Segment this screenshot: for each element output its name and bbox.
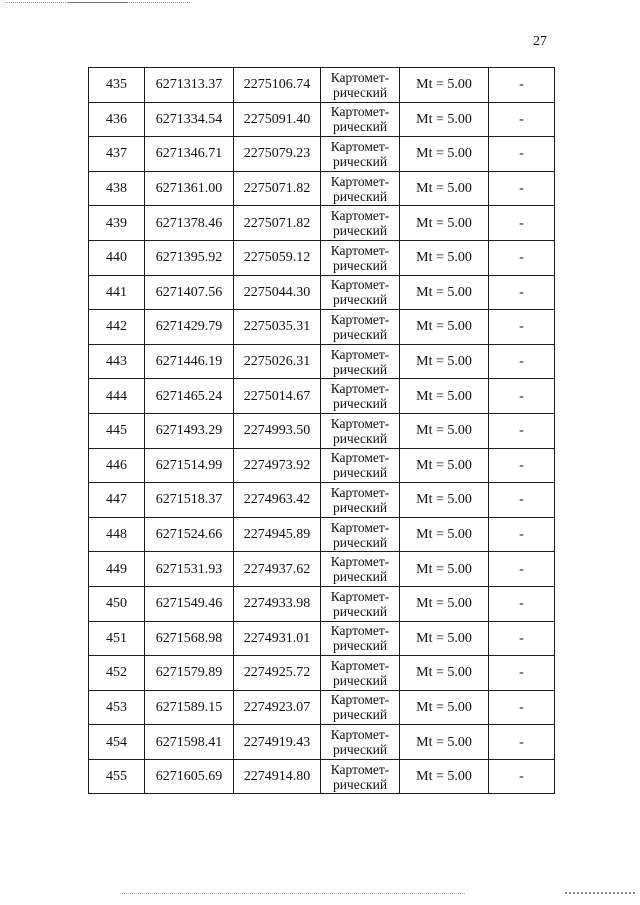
scan-artifact-top-mark — [68, 2, 128, 3]
x-coordinate-cell: 6271493.29 — [145, 413, 234, 448]
accuracy-cell: Mt = 5.00 — [400, 586, 489, 621]
x-coordinate-cell: 6271361.00 — [145, 171, 234, 206]
point-number-cell: 442 — [89, 310, 145, 345]
note-cell: - — [489, 690, 555, 725]
y-coordinate-cell: 2274919.43 — [234, 725, 321, 760]
y-coordinate-cell: 2274914.80 — [234, 759, 321, 794]
point-number-cell: 449 — [89, 552, 145, 587]
accuracy-cell: Mt = 5.00 — [400, 448, 489, 483]
page-number: 27 — [533, 34, 547, 49]
note-cell: - — [489, 171, 555, 206]
method-line-1: Картомет- — [330, 173, 390, 189]
method-line-1: Картомет- — [330, 104, 390, 120]
accuracy-cell: Mt = 5.00 — [400, 171, 489, 206]
y-coordinate-cell: 2274937.62 — [234, 552, 321, 587]
x-coordinate-cell: 6271429.79 — [145, 310, 234, 345]
x-coordinate-cell: 6271465.24 — [145, 379, 234, 414]
accuracy-cell: Mt = 5.00 — [400, 690, 489, 725]
accuracy-cell: Mt = 5.00 — [400, 206, 489, 241]
accuracy-cell: Mt = 5.00 — [400, 137, 489, 172]
note-cell: - — [489, 483, 555, 518]
x-coordinate-cell: 6271549.46 — [145, 586, 234, 621]
point-number-cell: 445 — [89, 413, 145, 448]
note-cell: - — [489, 68, 555, 103]
table-row — [89, 275, 555, 310]
method-cell — [321, 759, 400, 794]
point-number-cell: 435 — [89, 68, 145, 103]
method-line-1: Картомет- — [330, 69, 390, 85]
method-cell — [321, 517, 400, 552]
note-cell: - — [489, 102, 555, 137]
method-line-1: Картомет- — [330, 138, 390, 154]
note-cell: - — [489, 759, 555, 794]
table-row — [89, 102, 555, 137]
table-row — [89, 206, 555, 241]
scan-artifact-bottom — [120, 893, 465, 894]
y-coordinate-cell: 2275026.31 — [234, 344, 321, 379]
note-cell: - — [489, 621, 555, 656]
method-line-1: Картомет- — [330, 415, 390, 431]
method-cell — [321, 690, 400, 725]
method-line-1: Картомет- — [330, 692, 390, 708]
y-coordinate-cell: 2274925.72 — [234, 656, 321, 691]
point-number-cell: 444 — [89, 379, 145, 414]
table-row — [89, 171, 555, 206]
method-line-2: рический — [332, 707, 388, 723]
method-cell — [321, 621, 400, 656]
method-line-2: рический — [332, 292, 388, 308]
method-line-1: Картомет- — [330, 484, 390, 500]
note-cell: - — [489, 379, 555, 414]
method-line-1: Картомет- — [330, 554, 390, 570]
method-line-2: рический — [332, 326, 388, 342]
x-coordinate-cell: 6271568.98 — [145, 621, 234, 656]
point-number-cell: 447 — [89, 483, 145, 518]
x-coordinate-cell: 6271518.37 — [145, 483, 234, 518]
y-coordinate-cell: 2275079.23 — [234, 137, 321, 172]
method-cell — [321, 240, 400, 275]
table-row — [89, 517, 555, 552]
table-row — [89, 379, 555, 414]
table-row — [89, 759, 555, 794]
accuracy-cell: Mt = 5.00 — [400, 483, 489, 518]
method-line-2: рический — [332, 84, 388, 100]
method-cell — [321, 448, 400, 483]
method-line-2: рический — [332, 672, 388, 688]
point-number-cell: 446 — [89, 448, 145, 483]
note-cell: - — [489, 517, 555, 552]
method-line-2: рический — [332, 499, 388, 515]
table-row — [89, 240, 555, 275]
table-row — [89, 137, 555, 172]
table-row — [89, 621, 555, 656]
method-cell — [321, 379, 400, 414]
x-coordinate-cell: 6271378.46 — [145, 206, 234, 241]
point-number-cell: 450 — [89, 586, 145, 621]
x-coordinate-cell: 6271589.15 — [145, 690, 234, 725]
method-cell — [321, 310, 400, 345]
y-coordinate-cell: 2275071.82 — [234, 171, 321, 206]
method-line-2: рический — [332, 465, 388, 481]
coordinates-table-body — [89, 68, 555, 794]
x-coordinate-cell: 6271313.37 — [145, 68, 234, 103]
method-line-2: рический — [332, 776, 388, 792]
x-coordinate-cell: 6271407.56 — [145, 275, 234, 310]
method-line-2: рический — [332, 119, 388, 135]
accuracy-cell: Mt = 5.00 — [400, 552, 489, 587]
y-coordinate-cell: 2275035.31 — [234, 310, 321, 345]
method-line-2: рический — [332, 153, 388, 169]
point-number-cell: 438 — [89, 171, 145, 206]
scan-artifact-bottom-mark — [565, 892, 635, 894]
method-line-2: рический — [332, 223, 388, 239]
note-cell: - — [489, 552, 555, 587]
method-line-2: рический — [332, 430, 388, 446]
method-line-2: рический — [332, 638, 388, 654]
point-number-cell: 452 — [89, 656, 145, 691]
note-cell: - — [489, 137, 555, 172]
table-row — [89, 448, 555, 483]
point-number-cell: 437 — [89, 137, 145, 172]
accuracy-cell: Mt = 5.00 — [400, 275, 489, 310]
table-row — [89, 68, 555, 103]
x-coordinate-cell: 6271531.93 — [145, 552, 234, 587]
table-row — [89, 413, 555, 448]
y-coordinate-cell: 2275014.67 — [234, 379, 321, 414]
method-line-1: Картомет- — [330, 381, 390, 397]
accuracy-cell: Mt = 5.00 — [400, 621, 489, 656]
accuracy-cell: Mt = 5.00 — [400, 656, 489, 691]
table-row — [89, 586, 555, 621]
accuracy-cell: Mt = 5.00 — [400, 759, 489, 794]
method-line-1: Картомет- — [330, 208, 390, 224]
note-cell: - — [489, 310, 555, 345]
method-cell — [321, 483, 400, 518]
method-line-1: Картомет- — [330, 311, 390, 327]
y-coordinate-cell: 2274993.50 — [234, 413, 321, 448]
note-cell: - — [489, 240, 555, 275]
note-cell: - — [489, 206, 555, 241]
method-line-2: рический — [332, 257, 388, 273]
point-number-cell: 451 — [89, 621, 145, 656]
y-coordinate-cell: 2274923.07 — [234, 690, 321, 725]
note-cell: - — [489, 275, 555, 310]
method-line-1: Картомет- — [330, 346, 390, 362]
method-cell — [321, 413, 400, 448]
method-line-2: рический — [332, 569, 388, 585]
accuracy-cell: Mt = 5.00 — [400, 68, 489, 103]
y-coordinate-cell: 2274931.01 — [234, 621, 321, 656]
method-cell — [321, 725, 400, 760]
method-cell — [321, 171, 400, 206]
y-coordinate-cell: 2274933.98 — [234, 586, 321, 621]
point-number-cell: 453 — [89, 690, 145, 725]
y-coordinate-cell: 2274973.92 — [234, 448, 321, 483]
method-cell — [321, 552, 400, 587]
method-cell — [321, 206, 400, 241]
method-line-1: Картомет- — [330, 588, 390, 604]
y-coordinate-cell: 2275106.74 — [234, 68, 321, 103]
method-line-2: рический — [332, 742, 388, 758]
table-row — [89, 483, 555, 518]
note-cell: - — [489, 725, 555, 760]
method-line-1: Картомет- — [330, 727, 390, 743]
method-line-1: Картомет- — [330, 277, 390, 293]
note-cell: - — [489, 586, 555, 621]
method-line-1: Картомет- — [330, 623, 390, 639]
point-number-cell: 441 — [89, 275, 145, 310]
y-coordinate-cell: 2274963.42 — [234, 483, 321, 518]
x-coordinate-cell: 6271395.92 — [145, 240, 234, 275]
method-line-1: Картомет- — [330, 242, 390, 258]
coordinates-table — [88, 67, 555, 794]
method-line-2: рический — [332, 603, 388, 619]
point-number-cell: 436 — [89, 102, 145, 137]
method-cell — [321, 586, 400, 621]
point-number-cell: 455 — [89, 759, 145, 794]
y-coordinate-cell: 2275059.12 — [234, 240, 321, 275]
method-cell — [321, 656, 400, 691]
point-number-cell: 448 — [89, 517, 145, 552]
x-coordinate-cell: 6271605.69 — [145, 759, 234, 794]
method-line-2: рический — [332, 361, 388, 377]
x-coordinate-cell: 6271446.19 — [145, 344, 234, 379]
accuracy-cell: Mt = 5.00 — [400, 725, 489, 760]
accuracy-cell: Mt = 5.00 — [400, 310, 489, 345]
point-number-cell: 454 — [89, 725, 145, 760]
x-coordinate-cell: 6271598.41 — [145, 725, 234, 760]
table-row — [89, 552, 555, 587]
method-line-1: Картомет- — [330, 450, 390, 466]
method-line-1: Картомет- — [330, 519, 390, 535]
method-cell — [321, 275, 400, 310]
x-coordinate-cell: 6271524.66 — [145, 517, 234, 552]
table-row — [89, 690, 555, 725]
x-coordinate-cell: 6271579.89 — [145, 656, 234, 691]
y-coordinate-cell: 2275091.40 — [234, 102, 321, 137]
note-cell: - — [489, 656, 555, 691]
method-line-2: рический — [332, 188, 388, 204]
method-cell — [321, 137, 400, 172]
y-coordinate-cell: 2275044.30 — [234, 275, 321, 310]
method-cell — [321, 344, 400, 379]
table-row — [89, 656, 555, 691]
x-coordinate-cell: 6271346.71 — [145, 137, 234, 172]
point-number-cell: 440 — [89, 240, 145, 275]
method-line-1: Картомет- — [330, 657, 390, 673]
method-line-1: Картомет- — [330, 761, 390, 777]
accuracy-cell: Mt = 5.00 — [400, 240, 489, 275]
note-cell: - — [489, 448, 555, 483]
method-cell — [321, 102, 400, 137]
method-line-2: рический — [332, 396, 388, 412]
y-coordinate-cell: 2275071.82 — [234, 206, 321, 241]
x-coordinate-cell: 6271334.54 — [145, 102, 234, 137]
accuracy-cell: Mt = 5.00 — [400, 413, 489, 448]
method-cell — [321, 68, 400, 103]
table-row — [89, 344, 555, 379]
accuracy-cell: Mt = 5.00 — [400, 517, 489, 552]
note-cell: - — [489, 413, 555, 448]
x-coordinate-cell: 6271514.99 — [145, 448, 234, 483]
accuracy-cell: Mt = 5.00 — [400, 102, 489, 137]
y-coordinate-cell: 2274945.89 — [234, 517, 321, 552]
point-number-cell: 443 — [89, 344, 145, 379]
table-row — [89, 310, 555, 345]
accuracy-cell: Mt = 5.00 — [400, 379, 489, 414]
table-row — [89, 725, 555, 760]
accuracy-cell: Mt = 5.00 — [400, 344, 489, 379]
point-number-cell: 439 — [89, 206, 145, 241]
note-cell: - — [489, 344, 555, 379]
method-line-2: рический — [332, 534, 388, 550]
